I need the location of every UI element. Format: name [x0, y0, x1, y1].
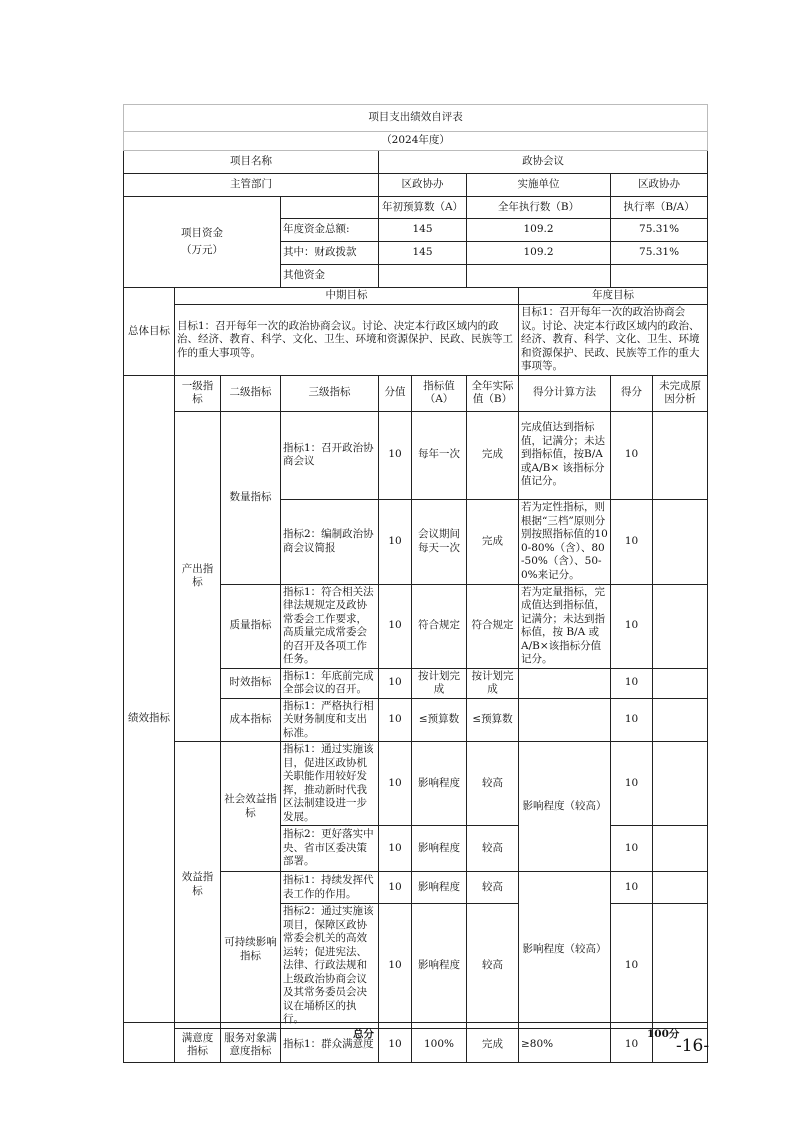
year-goal-label: 年度目标: [519, 288, 708, 305]
indicator-reason: [653, 499, 708, 584]
indicator-score-value: 10: [379, 1028, 412, 1062]
indicator-target: 影响程度: [412, 742, 467, 826]
indicator-method: 若为定量指标，完成值达到指标值，记满分；未达到指标值，按 B/A 或A/B×该指标分值记分。: [519, 584, 611, 668]
indicator-target: 每年一次: [412, 411, 467, 499]
l2-cost: 成本指标: [221, 698, 281, 742]
indicator-score-value: 10: [379, 668, 412, 698]
indicator-score-value: 10: [379, 742, 412, 826]
indicator-name: 指标1：持续发挥代表工作的作用。: [281, 872, 379, 904]
indicator-reason: [653, 668, 708, 698]
header-l3: 三级指标: [281, 375, 379, 411]
indicator-target: 按计划完成: [412, 668, 467, 698]
sustain-method: 影响程度（较高）: [519, 872, 611, 1029]
indicator-method: 若为定性指标，则根据“三档”原则分别按照指标值的100-80%（含）、80-50%（含）、50-0%来记分。: [519, 499, 611, 584]
indicator-reason: [653, 826, 708, 872]
indicator-score: 10: [611, 584, 653, 668]
indicator-score-value: 10: [379, 584, 412, 668]
indicator-score-value: 10: [379, 698, 412, 742]
indicator-score: 10: [611, 742, 653, 826]
l1-satisfaction: 满意度指标: [175, 1028, 221, 1062]
indicator-reason: [653, 411, 708, 499]
other-funds-label: 其他资金: [281, 265, 379, 288]
indicator-name: 指标1：严格执行相关财务制度和支出标准。: [281, 698, 379, 742]
total-exec: 109.2: [467, 219, 611, 242]
indicator-name: 指标1：年底前完成全部会议的召开。: [281, 668, 379, 698]
table-year: （2024年度）: [124, 132, 708, 151]
indicator-reason: [653, 698, 708, 742]
l1-benefit: 效益指标: [175, 742, 221, 1029]
indicator-target: 会议期间每天一次: [412, 499, 467, 584]
l2-sustain: 可持续影响指标: [221, 872, 281, 1029]
indicator-method: ≥80%: [519, 1028, 611, 1062]
l2-service: 服务对象满意度指标: [221, 1028, 281, 1062]
indicator-method: [519, 698, 611, 742]
mid-goal-label: 中期目标: [175, 288, 519, 305]
indicator-score-value: 10: [379, 499, 412, 584]
indicator-name: 指标1：召开政治协商会议: [281, 411, 379, 499]
project-name: 政协会议: [379, 151, 708, 174]
indicator-score: 10: [611, 1028, 653, 1062]
dept-label: 主管部门: [124, 174, 379, 197]
indicator-actual: 较高: [467, 872, 519, 904]
indicator-name: 指标1：群众满意度: [281, 1028, 379, 1062]
indicator-name: 指标2：通过实施该项目，保障区政协常委会机关的高效运转；促进宪法、法律、行政法规和上级政治协商会议及其常务委员会决议在埇桥区的执行。: [281, 904, 379, 1029]
other-budget: [379, 265, 467, 288]
header-score-value: 分值: [379, 375, 412, 411]
project-name-label: 项目名称: [124, 151, 379, 174]
header-actual: 全年实际值（B）: [467, 375, 519, 411]
indicator-target: 影响程度: [412, 872, 467, 904]
l2-social: 社会效益指标: [221, 742, 281, 872]
l2-quantity: 数量指标: [221, 411, 281, 584]
indicator-reason: [653, 904, 708, 1029]
indicator-score-value: 10: [379, 904, 412, 1029]
fiscal-rate: 75.31%: [611, 242, 708, 265]
goals-label: 总体目标: [124, 288, 175, 376]
l2-time: 时效指标: [221, 668, 281, 698]
indicator-name: 指标2：编制政治协商会议简报: [281, 499, 379, 584]
indicator-target: 符合规定: [412, 584, 467, 668]
total-row: [123, 1022, 707, 1043]
indicator-target: 影响程度: [412, 826, 467, 872]
year-goal-text: 目标1：召开每年一次的政治协商会议。讨论、决定本行政区域内的政治、经济、教育、科学、文化、卫生、环境和资源保护、民政、民族等工作的重大事项等。: [519, 305, 708, 376]
indicator-reason: [653, 742, 708, 826]
mid-goal-text: 目标1：召开每年一次的政治协商会议。讨论、决定本行政区域内的政治、经济、教育、科学、文化、卫生、环境和资源保护、民政、民族等工作的重大事项等。: [175, 305, 519, 376]
indicator-score: 10: [611, 698, 653, 742]
indicator-actual: 按计划完成: [467, 668, 519, 698]
indicator-actual: 完成: [467, 1028, 519, 1062]
indicator-actual: ≤预算数: [467, 698, 519, 742]
performance-table: [123, 104, 708, 1063]
total-budget: 145: [379, 219, 467, 242]
fiscal-budget: 145: [379, 242, 467, 265]
indicator-score: 10: [611, 826, 653, 872]
header-reason: 未完成原因分析: [653, 375, 708, 411]
blank-cell: [281, 197, 379, 219]
table-title: 项目支出绩效自评表: [124, 105, 708, 132]
indicator-reason: [653, 584, 708, 668]
indicator-actual: 较高: [467, 826, 519, 872]
indicator-name: 指标1：通过实施该目，促进区政协机关职能作用较好发挥，推动新时代我区法制建设进一步发展。: [281, 742, 379, 826]
header-target: 指标值（A）: [412, 375, 467, 411]
indicator-reason: [653, 872, 708, 904]
indicator-actual: 符合规定: [467, 584, 519, 668]
indicator-name: 指标2：更好落实中央、省市区委决策部署。: [281, 826, 379, 872]
indicator-target: ≤预算数: [412, 698, 467, 742]
other-exec: [467, 265, 611, 288]
indicator-name: 指标1：符合相关法律法规规定及政协常委会工作要求，高质量完成常委会的召开及各项工作任务。: [281, 584, 379, 668]
indicator-score: 10: [611, 668, 653, 698]
col-rate: 执行率（B/A）: [611, 197, 708, 219]
total-label: 总分: [353, 1028, 374, 1040]
indicator-actual: 完成: [467, 411, 519, 499]
impl-label: 实施单位: [467, 174, 611, 197]
indicator-actual: 较高: [467, 904, 519, 1029]
header-method: 得分计算方法: [519, 375, 611, 411]
dept: 区政协办: [379, 174, 467, 197]
total-rate: 75.31%: [611, 219, 708, 242]
indicator-score-value: 10: [379, 872, 412, 904]
l2-quality: 质量指标: [221, 584, 281, 668]
indicator-target: 影响程度: [412, 904, 467, 1029]
indicator-score-value: 10: [379, 826, 412, 872]
indicator-score-value: 10: [379, 411, 412, 499]
fiscal-exec: 109.2: [467, 242, 611, 265]
other-rate: [611, 265, 708, 288]
l1-output: 产出指标: [175, 411, 221, 742]
col-exec: 全年执行数（B）: [467, 197, 611, 219]
indicator-target: 100%: [412, 1028, 467, 1062]
impl: 区政协办: [611, 174, 708, 197]
col-budget: 年初预算数（A）: [379, 197, 467, 219]
header-l1: 一级指标: [175, 375, 221, 411]
perf-label: 绩效指标: [124, 375, 175, 1062]
indicator-score: 10: [611, 904, 653, 1029]
indicator-actual: 较高: [467, 742, 519, 826]
header-score: 得分: [611, 375, 653, 411]
indicator-method: [519, 668, 611, 698]
indicator-method: 完成值达到指标值，记满分；未达到指标值，按B/A 或A/B× 该指标分值记分。: [519, 411, 611, 499]
indicator-score: 10: [611, 411, 653, 499]
total-funds-label: 年度资金总额:: [281, 219, 379, 242]
indicator-score: 10: [611, 499, 653, 584]
indicator-actual: 完成: [467, 499, 519, 584]
page-number: -16-: [676, 1036, 710, 1056]
header-l2: 二级指标: [221, 375, 281, 411]
total-score: 100分: [647, 1028, 680, 1040]
indicator-score: 10: [611, 872, 653, 904]
fiscal-funds-label: 其中：财政拨款: [281, 242, 379, 265]
social-method: 影响程度（较高）: [519, 742, 611, 872]
funds-label: 项目资金 （万元）: [124, 197, 281, 288]
